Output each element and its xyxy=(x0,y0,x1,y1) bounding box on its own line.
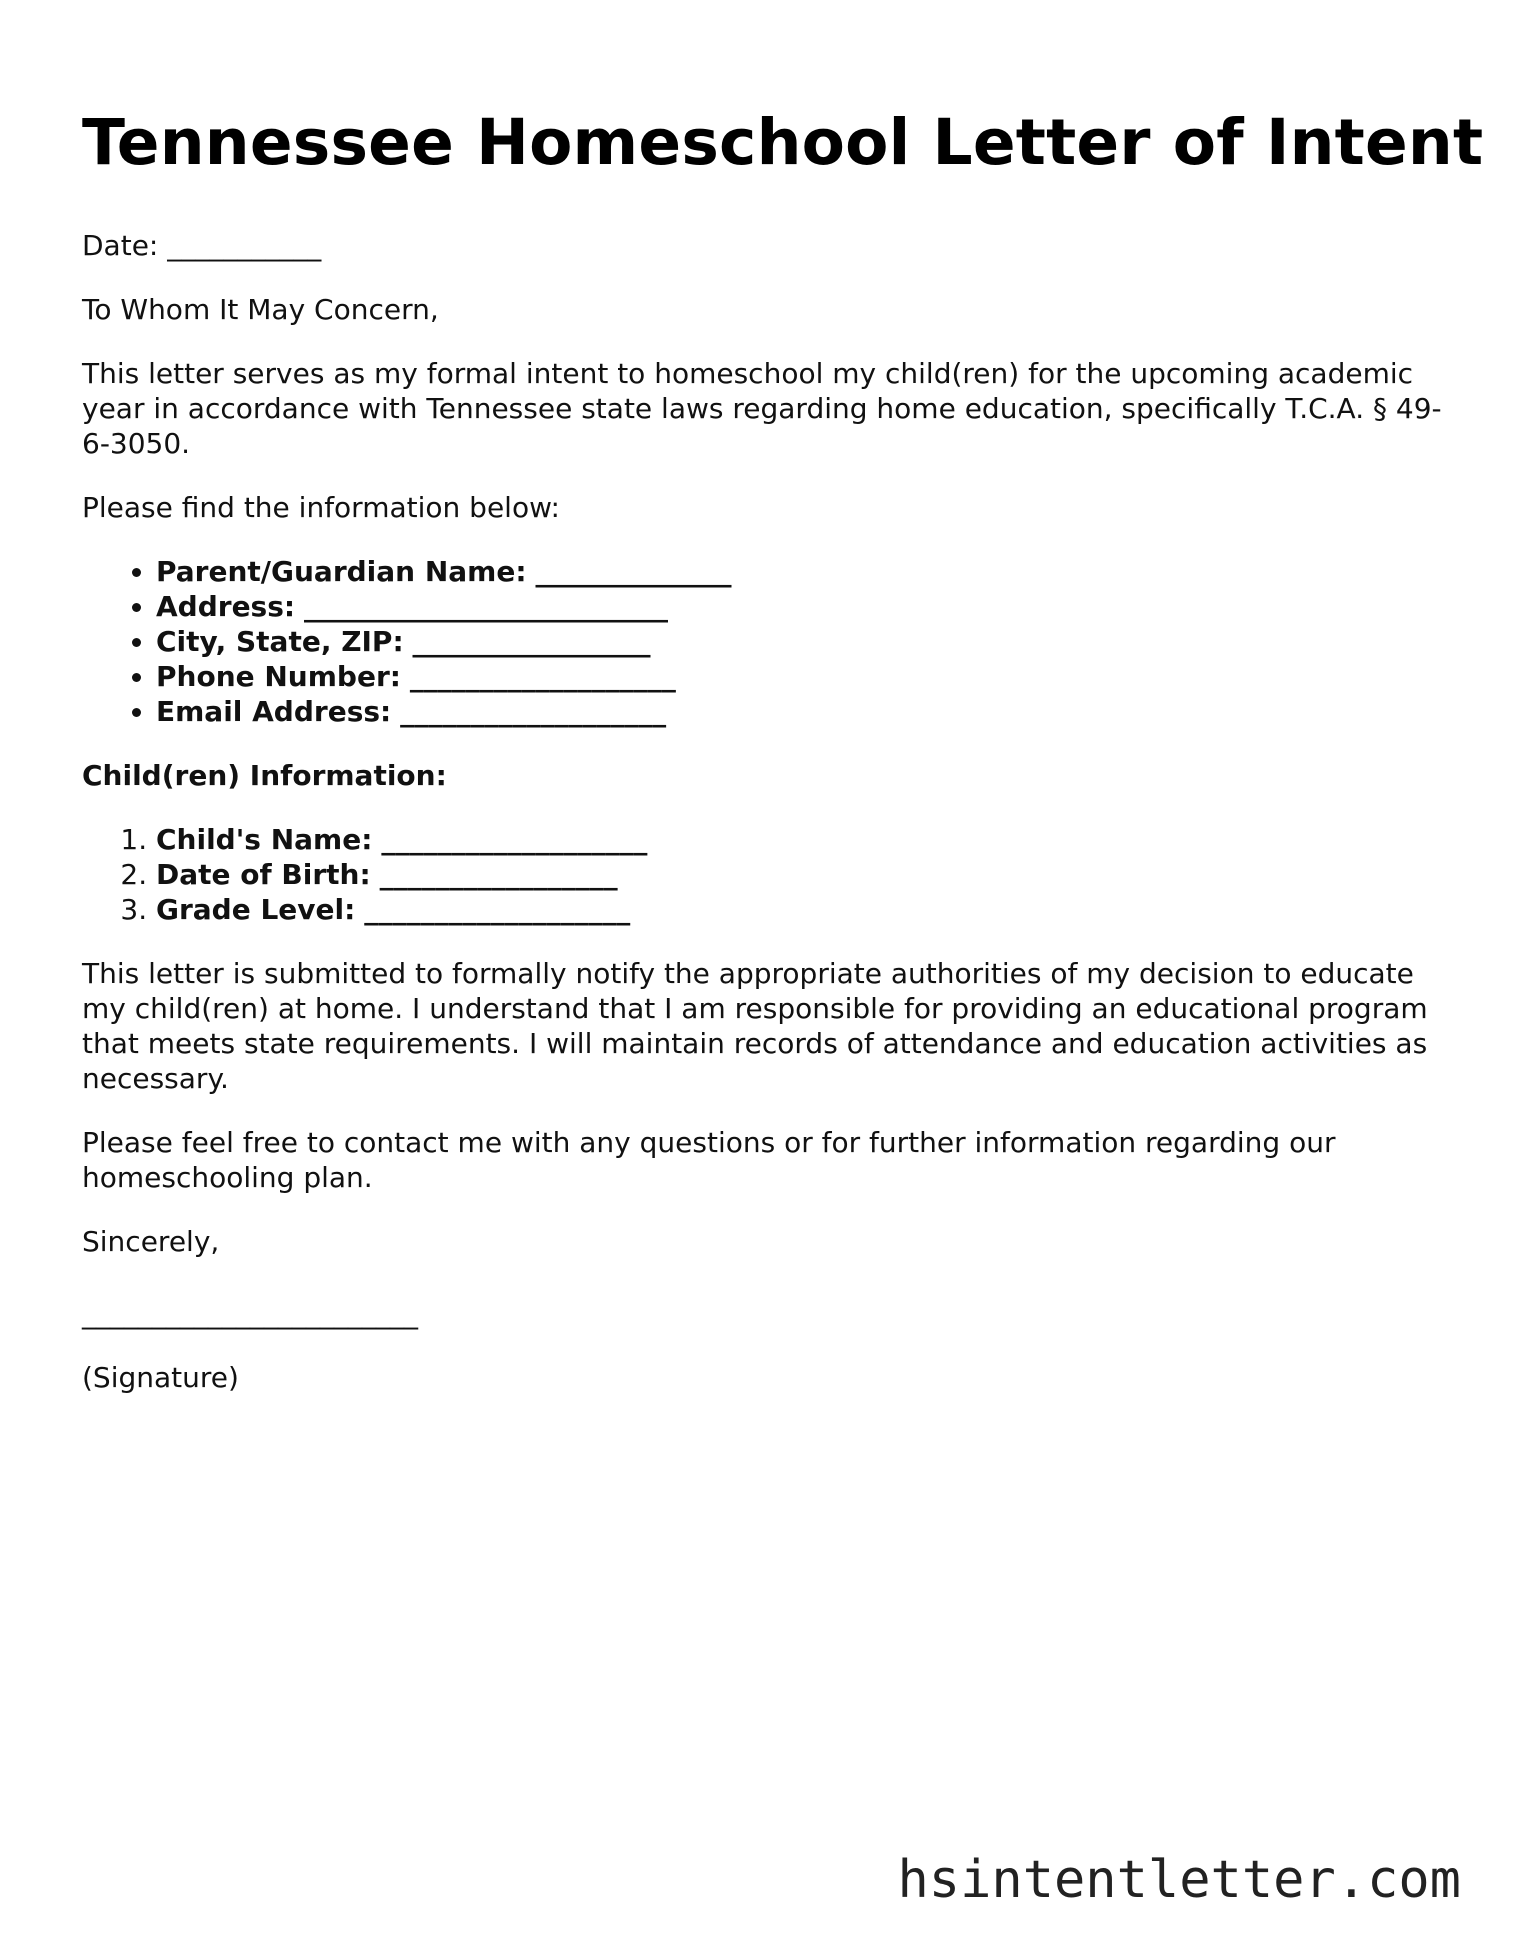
signature-line: ________________________ xyxy=(82,1297,418,1330)
field-label: Parent/Guardian Name: xyxy=(156,555,527,588)
field-label: Phone Number: xyxy=(156,660,401,693)
field-blank: ___________________ xyxy=(381,823,648,856)
child-info-list xyxy=(82,822,1442,927)
list-item xyxy=(156,892,1442,927)
footer-brand: hsintentletter.com xyxy=(897,1850,1461,1910)
salutation: To Whom It May Concern, xyxy=(82,293,439,326)
field-blank: ___________________ xyxy=(400,695,667,728)
children-heading: Child(ren) Information: xyxy=(82,759,447,792)
field-label: Date of Birth: xyxy=(156,858,371,891)
signature-caption: (Signature) xyxy=(82,1361,239,1394)
field-blank: ___________________ xyxy=(409,660,676,693)
find-info-text: Please find the information below: xyxy=(82,491,560,524)
body-paragraph: This letter is submitted to formally notify the appropriate authorities of my decision to educate my child(ren) at home. I understand that I am responsible for providing an educational program that meets state requirements. I will maintain records of attendance and education activities as necessary. xyxy=(82,957,1428,1095)
field-blank: ______________ xyxy=(535,555,732,588)
list-item xyxy=(156,624,1442,659)
field-label: Email Address: xyxy=(156,695,392,728)
field-label: Child's Name: xyxy=(156,823,373,856)
field-blank: _________________ xyxy=(379,858,618,891)
list-item xyxy=(156,554,1442,589)
intro-paragraph: This letter serves as my formal intent to homeschool my child(ren) for the upcoming academic year in accordance with Tennessee state laws regarding home education, specifically T.C.A. § 49-6-3050. xyxy=(82,357,1442,460)
contact-paragraph: Please feel free to contact me with any questions or for further information regarding our homeschooling plan. xyxy=(82,1126,1336,1194)
field-blank: __________________________ xyxy=(304,590,668,623)
list-item xyxy=(156,822,1442,857)
field-blank: ___________________ xyxy=(364,893,631,926)
page-title: Tennessee Homeschool Letter of Intent xyxy=(82,106,1484,179)
field-blank: _________________ xyxy=(412,625,651,658)
date-blank: ___________ xyxy=(167,229,322,262)
parent-info-list xyxy=(82,554,1442,729)
date-field xyxy=(82,228,1442,263)
list-item xyxy=(156,694,1442,729)
field-label: Grade Level: xyxy=(156,893,356,926)
list-item xyxy=(156,659,1442,694)
list-item xyxy=(156,857,1442,892)
field-label: Address: xyxy=(156,590,296,623)
closing: Sincerely, xyxy=(82,1225,220,1258)
letter-page xyxy=(82,100,1484,1395)
list-item xyxy=(156,589,1442,624)
field-label: City, State, ZIP: xyxy=(156,625,404,658)
date-label: Date: xyxy=(82,229,159,262)
